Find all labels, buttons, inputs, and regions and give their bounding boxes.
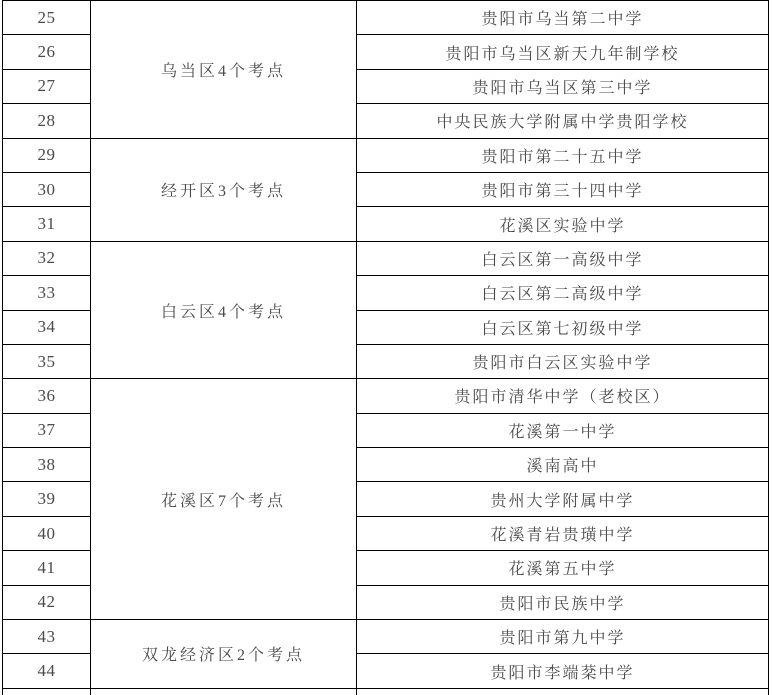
row-number-cell: 27 (3, 69, 91, 103)
table-row (3, 379, 769, 413)
row-number-cell: 34 (3, 310, 91, 344)
district-group-cell: 白云区4个考点 (91, 241, 357, 379)
school-name-cell: 贵阳市第三十四中学 (357, 172, 769, 206)
row-number-cell (3, 688, 91, 695)
row-number-cell: 37 (3, 413, 91, 447)
table-row-partial (3, 688, 769, 695)
table-row (3, 1, 769, 35)
school-name-cell: 花溪第一中学 (357, 413, 769, 447)
row-number-cell: 42 (3, 585, 91, 619)
school-name-cell: 贵阳市第九中学 (357, 620, 769, 654)
school-name-cell: 白云区第二高级中学 (357, 276, 769, 310)
school-name-cell: 花溪区实验中学 (357, 207, 769, 241)
row-number-cell: 40 (3, 516, 91, 550)
school-name-cell: 花溪第五中学 (357, 551, 769, 585)
district-group-cell: 花溪区7个考点 (91, 379, 357, 620)
school-name-cell: 贵阳市乌当第二中学 (357, 1, 769, 35)
district-group-cell: 经开区3个考点 (91, 138, 357, 241)
row-number-cell: 35 (3, 344, 91, 378)
row-number-cell: 30 (3, 172, 91, 206)
school-name-cell: 溪南高中 (357, 448, 769, 482)
row-number-cell: 36 (3, 379, 91, 413)
school-name-cell: 贵阳市第二十五中学 (357, 138, 769, 172)
table-row (3, 241, 769, 275)
row-number-cell: 32 (3, 241, 91, 275)
row-number-cell: 44 (3, 654, 91, 688)
row-number-cell: 26 (3, 35, 91, 69)
district-group-cell: 双龙经济区2个考点 (91, 620, 357, 689)
exam-sites-table (2, 0, 769, 695)
row-number-cell: 39 (3, 482, 91, 516)
school-name-cell: 白云区第一高级中学 (357, 241, 769, 275)
row-number-cell: 29 (3, 138, 91, 172)
school-name-cell: 花溪青岩贵璜中学 (357, 516, 769, 550)
school-name-cell: 贵州大学附属中学 (357, 482, 769, 516)
school-name-cell: 贵阳市民族中学 (357, 585, 769, 619)
row-number-cell: 38 (3, 448, 91, 482)
school-name-cell: 白云区第七初级中学 (357, 310, 769, 344)
school-name-cell: 贵阳市李端棻中学 (357, 654, 769, 688)
row-number-cell: 31 (3, 207, 91, 241)
school-name-cell: 贵阳市清华中学（老校区） (357, 379, 769, 413)
school-name-cell: 贵阳市乌当区第三中学 (357, 69, 769, 103)
row-number-cell: 41 (3, 551, 91, 585)
school-name-cell (357, 688, 769, 695)
row-number-cell: 25 (3, 1, 91, 35)
district-group-cell: 乌当区4个考点 (91, 1, 357, 139)
row-number-cell: 33 (3, 276, 91, 310)
school-name-cell: 贵阳市白云区实验中学 (357, 344, 769, 378)
table-row (3, 620, 769, 654)
table-row (3, 138, 769, 172)
row-number-cell: 43 (3, 620, 91, 654)
district-group-cell (91, 688, 357, 695)
school-name-cell: 贵阳市乌当区新天九年制学校 (357, 35, 769, 69)
school-name-cell: 中央民族大学附属中学贵阳学校 (357, 104, 769, 138)
row-number-cell: 28 (3, 104, 91, 138)
